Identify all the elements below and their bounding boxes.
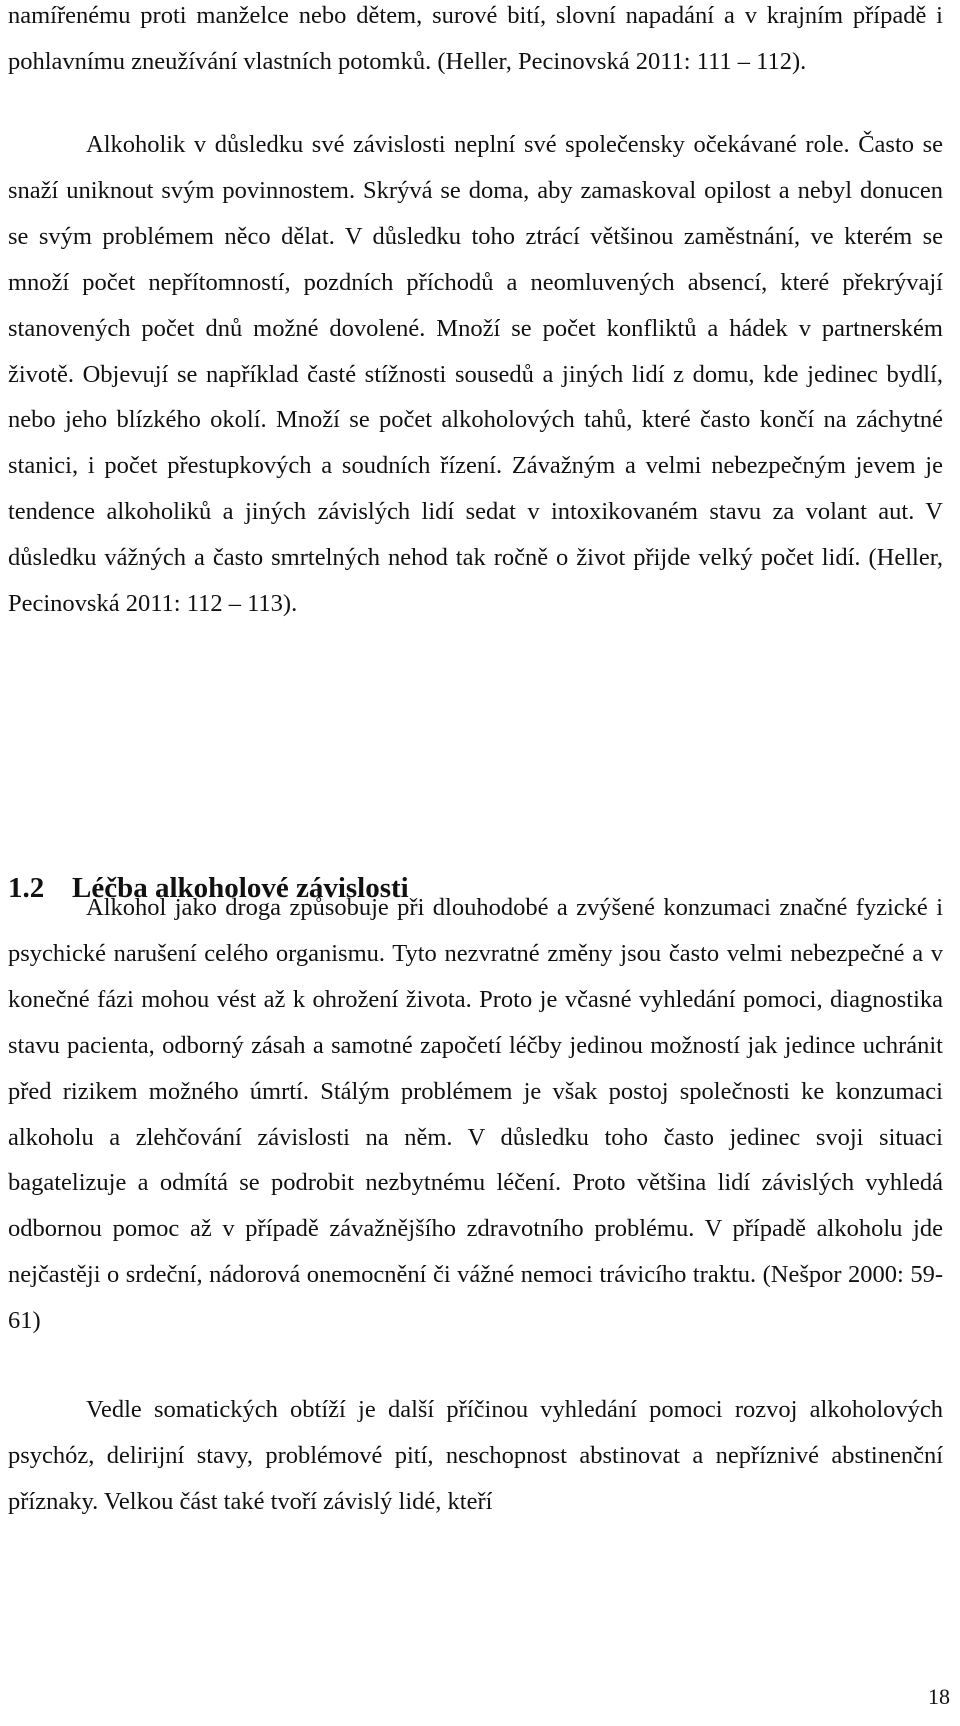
paragraph-social-consequences: Alkoholik v důsledku své závislosti neplní své společensky očekávané role. Často se snaží uniknout svým povinnostem. Skrývá se doma, aby zamaskoval opilost a nebyl donucen se svým problémem něco dělat. V důsledku toho ztrácí většinou zaměstnání, ve kterém se množí počet nepřítomností, pozdních příchodů a neomluvených absencí, které překrývají stanovených počet dnů možné dovolené. Množí se počet konfliktů a hádek v partnerském životě. Objevují se například časté stížnosti sousedů a jiných lidí z domu, kde jedinec bydlí, nebo jeho blízkého okolí. Množí se počet alkoholových tahů, které často končí na záchytné stanici, i počet přestupkových a soudních řízení. Závažným a velmi nebezpečným jevem je tendence alkoholiků a jiných závislých lidí sedat v intoxikovaném stavu za volant aut. V důsledku vážných a často smrtelných nehod tak ročně o život přijde velký počet lidí. (Heller, Pecinovská 2011: 112 – 113).	[8, 131, 943, 618]
section-title: Léčba alkoholové závislosti	[72, 872, 409, 904]
paragraph-help-reasons: Vedle somatických obtíží je další příčinou vyhledání pomoci rozvoj alkoholových psychóz, delirijní stavy, problémové pití, neschopnost abstinovat a nepříznivé abstinenční příznaky. Velkou část také tvoří závislý lidé, kteří	[8, 1396, 943, 1515]
paragraph-treatment-intro: Alkohol jako droga způsobuje při dlouhodobé a zvýšené konzumaci značné fyzické i psychické narušení celého organismu. Tyto nezvratné změny jsou často velmi nebezpečné a v konečné fázi mohou vést až k ohrožení života. Proto je včasné vyhledání pomoci, diagnostika stavu pacienta, odborný zásah a samotné započetí léčby jedinou možností jak jedince uchránit před rizikem možného úmrtí. Stálým problémem je však postoj společnosti ke konzumaci alkoholu a zlehčování závislosti na něm. V důsledku toho často jedinec svoji situaci bagatelizuje a odmítá se podrobit nezbytnému léčení. Proto většina lidí závislých vyhledá odbornou pomoc až v případě závažnějšího zdravotního problému. V případě alkoholu jde nejčastěji o srdeční, nádorová onemocnění či vážné nemoci trávicího traktu. (Nešpor 2000: 59-61)	[8, 894, 943, 1335]
page-number: 18	[928, 1684, 950, 1709]
section-number: 1.2	[8, 872, 45, 904]
paragraph-domestic-violence-continuation: namířenému proti manželce nebo dětem, surové bití, slovní napadání a v krajním případě i pohlavnímu zneužívání vlastních potomků. (Heller, Pecinovská 2011: 111 – 112).	[8, 2, 943, 75]
